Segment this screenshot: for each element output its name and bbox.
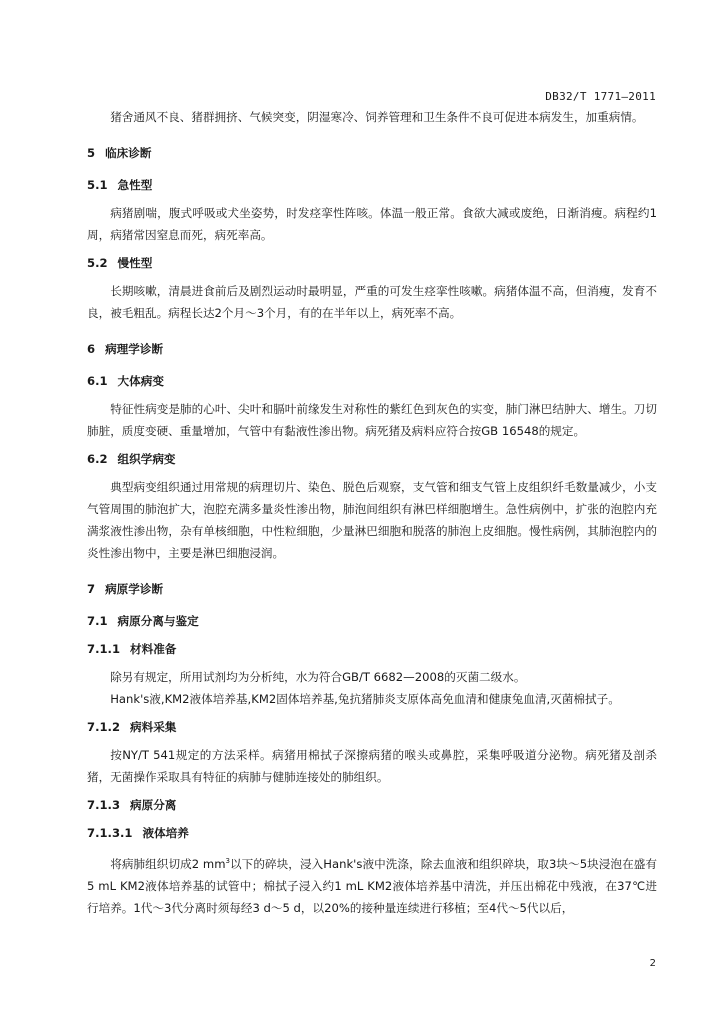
section-title: 急性型 [117, 178, 153, 192]
section-number: 6.1 [87, 374, 108, 388]
standard-code: DB32/T 1771—2011 [545, 90, 656, 103]
paragraph: Hank's液,KM2液体培养基,KM2固体培养基,兔抗猪肺炎支原体高免血清和健康兔血清,灭菌棉拭子。 [110, 692, 620, 706]
section-heading-5 [87, 142, 657, 164]
paragraph: 按NY/T 541规定的方法采样。病猪用棉拭子深擦病猪的喉头或鼻腔，采集呼吸道分泌物。病死猪及剖杀猪，无菌操作采取具有特征的病肺与健肺连接处的肺组织。 [87, 748, 657, 784]
paragraph: 病猪剧喘，腹式呼吸或犬坐姿势，时发痉挛性阵咳。体温一般正常。食欲大减或废绝，日渐消瘦。病程约1周，病猪常因窒息而死，病死率高。 [87, 206, 657, 242]
superscript: 3 [225, 857, 230, 865]
section-number: 5.1 [87, 178, 108, 192]
section-number: 7.1 [87, 614, 108, 628]
section-number: 7.1.3 [87, 798, 121, 812]
paragraph: 长期咳嗽，清晨进食前后及剧烈运动时最明显，严重的可发生痉挛性咳嗽。病猪体温不高，但消瘦，发育不良，被毛粗乱。病程长达2个月～3个月，有的在半年以上，病死率不高。 [87, 284, 657, 320]
section-heading-7-1-2 [87, 716, 657, 738]
document-body [87, 106, 657, 919]
section-heading-5-1 [87, 174, 657, 196]
paragraph: 典型病变组织通过用常规的病理切片、染色、脱色后观察，支气管和细支气管上皮组织纤毛数量减少，小支气管周围的肺泡扩大，泡腔充满多量炎性渗出物，肺泡间组织有淋巴样细胞增生。急性病例中，扩张的泡腔内充满浆液性渗出物，杂有单核细胞，中性粒细胞，少量淋巴细胞和脱落的肺泡上皮细胞。慢性病例，其肺泡腔内的炎性渗出物中，主要是淋巴细胞浸润。 [87, 480, 657, 560]
section-number: 5 [87, 146, 96, 160]
section-number: 7.1.1 [87, 642, 121, 656]
section-heading-6-1 [87, 370, 657, 392]
paragraph: 特征性病变是肺的心叶、尖叶和膈叶前缘发生对称性的紫红色到灰色的实变，肺门淋巴结肿大、增生。刀切肺脏，质度变硬、重量增加，气管中有黏液性渗出物。病死猪及病料应符合按GB 16548的规定。 [87, 402, 657, 438]
section-number: 7.1.2 [87, 720, 121, 734]
section-title: 病原分离 [130, 798, 177, 812]
section-number: 6 [87, 342, 96, 356]
section-title: 大体病变 [117, 374, 164, 388]
section-title: 病原学诊断 [105, 582, 164, 596]
paragraph: 猪舍通风不良、猪群拥挤、气候突变，阴湿寒冷、饲养管理和卫生条件不良可促进本病发生，加重病情。 [110, 110, 644, 124]
section-title: 病原分离与鉴定 [117, 614, 199, 628]
section-number: 7.1.3.1 [87, 826, 133, 840]
section-title: 慢性型 [117, 256, 153, 270]
text-run: 以下的碎块，浸入Hank's液中洗涤，除去血液和组织碎块，取3块～5块浸泡在盛有5 mL KM2液体培养基的试管中；棉拭子浸入约1 mL KM2液体培养基中清洗，并压出棉花中残液，在37℃进行培养。1代～3代分离时须每经3 d～5 d，以20%的接种量连续进行移植；至4代～5代以后， [87, 856, 657, 915]
section-heading-7-1-3 [87, 794, 657, 816]
page-number: 2 [649, 958, 656, 969]
section-title: 病料采集 [130, 720, 177, 734]
section-heading-6 [87, 338, 657, 360]
section-heading-5-2 [87, 252, 657, 274]
section-title: 病理学诊断 [105, 342, 164, 356]
section-heading-7-1-1 [87, 638, 657, 660]
paragraph: 除另有规定，所用试剂均为分析纯，水为符合GB/T 6682—2008的灭菌二级水。 [110, 670, 526, 684]
section-title: 临床诊断 [105, 146, 152, 160]
section-heading-6-2 [87, 448, 657, 470]
section-title: 液体培养 [142, 826, 189, 840]
section-title: 材料准备 [130, 642, 177, 656]
section-number: 6.2 [87, 452, 108, 466]
section-heading-7-1 [87, 610, 657, 632]
text-run: 将病肺组织切成2 mm [110, 856, 226, 871]
section-heading-7-1-3-1 [87, 822, 657, 844]
section-number: 5.2 [87, 256, 108, 270]
section-title: 组织学病变 [117, 452, 176, 466]
paragraph [87, 850, 657, 919]
section-number: 7 [87, 582, 96, 596]
section-heading-7 [87, 578, 657, 600]
